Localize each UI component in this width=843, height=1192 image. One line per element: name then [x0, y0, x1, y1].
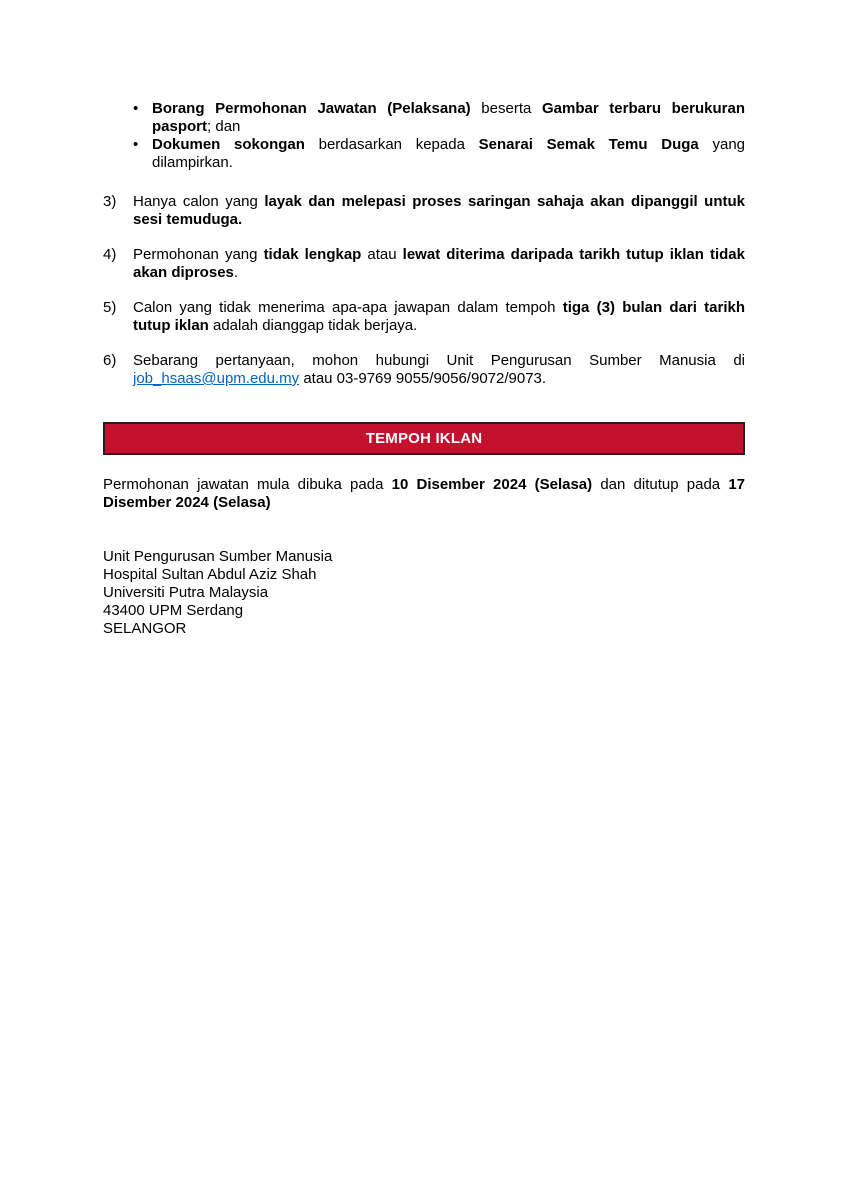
item-number: 5) — [103, 299, 117, 316]
address-block — [103, 548, 745, 638]
text-segment: atau — [361, 246, 403, 263]
text-segment: Permohonan jawatan mula dibuka pada — [103, 476, 392, 493]
text-segment: dan ditutup pada — [592, 476, 729, 493]
item-number: 3) — [103, 193, 117, 210]
tempoh-iklan-banner — [103, 422, 745, 455]
text-segment: berdasarkan kepada — [304, 136, 479, 153]
bullet-marker: • — [133, 100, 139, 117]
email-link[interactable]: job_hsaas@upm.edu.my — [133, 370, 300, 387]
text-segment: yang dilampirkan. — [152, 136, 746, 171]
banner-title: TEMPOH IKLAN — [365, 429, 483, 447]
item-number: 4) — [103, 246, 117, 263]
text-segment: beserta — [470, 100, 542, 117]
bullet-item — [133, 100, 745, 136]
bullet-marker: • — [133, 136, 139, 153]
text-segment: adalah dianggap tidak berjaya. — [208, 317, 418, 334]
item-number: 6) — [103, 352, 117, 369]
text-segment: Borang Permohonan Jawatan (Pelaksana) — [152, 100, 471, 117]
address-line-university: Universiti Putra Malaysia — [103, 584, 269, 601]
text-segment: atau 03-9769 9055/9056/9072/9073. — [299, 370, 547, 387]
text-segment: Hanya calon yang — [133, 193, 265, 210]
item-text — [133, 193, 745, 229]
address-line-unit: Unit Pengurusan Sumber Manusia — [103, 548, 333, 565]
numbered-item-4 — [103, 246, 745, 282]
numbered-item-5 — [103, 299, 745, 335]
text-segment: Senarai Semak Temu Duga — [478, 136, 699, 153]
bullet-item — [133, 136, 745, 172]
bullet-text — [152, 136, 745, 172]
text-segment: Permohonan yang — [133, 246, 264, 263]
application-period-paragraph — [103, 476, 745, 512]
address-line-hospital: Hospital Sultan Abdul Aziz Shah — [103, 566, 317, 583]
text-segment: Dokumen sokongan — [152, 136, 305, 153]
text-segment: Gambar terbaru berukuran pasport — [152, 100, 745, 135]
text-segment: ; dan — [207, 118, 241, 135]
numbered-item-6 — [103, 352, 745, 388]
text-segment: tiga (3) bulan dari tarikh tutup iklan — [133, 299, 745, 334]
text-segment: Sebarang pertanyaan, mohon hubungi Unit Pengurusan Sumber Manusia di — [133, 352, 745, 369]
text-segment: lewat diterima daripada tarikh tutup iklan tidak akan diproses — [133, 246, 745, 281]
text-segment: . — [233, 264, 239, 281]
item-text — [133, 352, 745, 388]
text-segment: 10 Disember 2024 (Selasa) — [391, 476, 593, 493]
text-segment: Calon yang tidak menerima apa-apa jawapan dalam tempoh — [133, 299, 563, 316]
text-segment: 17 Disember 2024 (Selasa) — [103, 476, 746, 511]
item-text — [133, 299, 745, 335]
bullet-text — [152, 100, 745, 136]
numbered-item-3 — [103, 193, 745, 229]
address-line-postcode: 43400 UPM Serdang — [103, 602, 244, 619]
text-segment: tidak lengkap — [263, 246, 362, 263]
address-line-state: SELANGOR — [103, 620, 187, 637]
item-text — [133, 246, 745, 282]
text-segment: layak dan melepasi proses saringan sahaja akan dipanggil untuk sesi temuduga. — [133, 193, 745, 228]
bullet-list — [133, 100, 745, 172]
